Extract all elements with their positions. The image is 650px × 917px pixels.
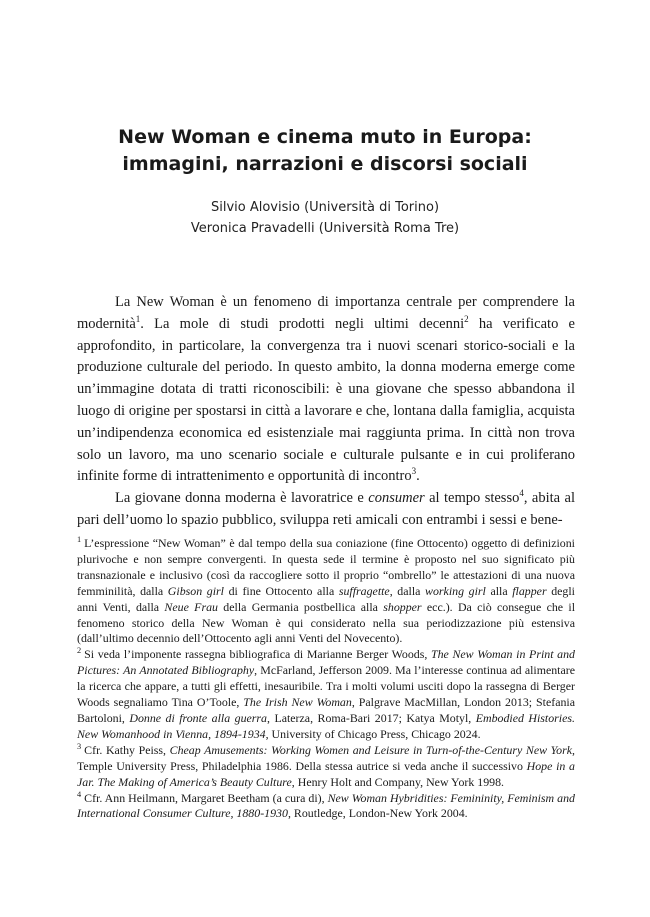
footnote-4-italic-1: New Woman Hybridities: Femininity, Feminism and International Consumer Culture, 1880-1930: [77, 790, 575, 821]
footnote-1: [77, 536, 575, 647]
paragraph-1-text-b: . La mole di studi prodotti negli ultimi decenni: [140, 315, 465, 332]
footnote-2-text-1: Si veda l’imponente rassegna bibliografica di Marianne Berger Woods,: [84, 647, 431, 662]
footnotes: [77, 536, 575, 822]
paragraph-2-text-a: La giovane donna moderna è lavoratrice e: [115, 490, 369, 507]
footnote-3-number: 3: [77, 741, 82, 751]
chapter-title-line-2: immagini, narrazioni e discorsi sociali: [122, 153, 528, 175]
author-1: Silvio Alovisio (Università di Torino): [210, 200, 440, 215]
footnote-1-text-5: degli anni Venti, dalla: [77, 583, 575, 614]
paragraph-2: [77, 488, 575, 532]
footnote-4: [77, 791, 575, 823]
paragraph-1: [77, 292, 575, 488]
footnote-1-italic-4: flapper: [512, 583, 547, 598]
footnote-3-text-1: Cfr. Kathy Peiss,: [84, 742, 170, 757]
footnote-1-text-1: L’espressione “New Woman” è dal tempo della sua coniazione (fine Ottocento) oggetto di definizioni plurivoche e non sempre convergenti. In questa sede il termine è proposto nel suo significato più transnazionale e inclusivo (così da raccogliere sotto il proprio “ombrello” le attestazioni di una nuova femminilità, dalla: [77, 536, 575, 598]
footnote-2-text-4: , Laterza, Roma-Bari 2017; Katya Motyl,: [267, 710, 476, 725]
footnote-1-italic-2: suffragette: [338, 583, 390, 598]
footnote-4-text-2: , Routledge, London-New York 2004.: [287, 806, 468, 821]
footnote-3: [77, 743, 575, 791]
footnote-3-italic-1: Cheap Amusements: Working Women and Leisure in Turn-of-the-Century New York: [169, 742, 572, 757]
footnote-3-text-3: , Henry Holt and Company, New York 1998.: [291, 774, 505, 789]
paragraph-1-text-a: La New Woman è un fenomeno di importanza centrale per comprendere la modernità: [77, 294, 575, 332]
footnote-2-text-3: , Palgrave MacMillan, London 2013; Stefania Bartoloni,: [77, 695, 576, 725]
footnote-1-text-6: della Germania postbellica alla: [217, 599, 384, 614]
footnote-1-text-7: ecc.). Da ciò consegue che il fenomeno storico della New Woman è qui considerato nella sua periodizzazione più estensiva (dall’ultimo decennio dell’Ottocento agli anni Venti del Novecento).: [77, 599, 575, 646]
footnote-2-number: 2: [77, 646, 82, 656]
footnote-ref-3[interactable]: 3: [411, 466, 417, 477]
footnote-2-italic-1: The New Woman in Print and Pictures: An Annotated Bibliography: [77, 647, 575, 678]
paragraph-2-text-b: al tempo stesso: [424, 490, 520, 507]
paragraph-1-text-d: .: [416, 468, 420, 485]
footnote-1-text-2: di fine Ottocento alla: [223, 583, 339, 598]
footnote-1-number: 1: [77, 535, 82, 545]
footnote-ref-4[interactable]: 4: [519, 488, 524, 499]
footnote-2-italic-4: Embodied Histories. New Womanhood in Vienna, 1894-1934: [77, 710, 575, 741]
footnote-1-text-4: alla: [485, 583, 513, 598]
footnote-ref-1[interactable]: 1: [135, 313, 141, 324]
footnote-2-text-5: , University of Chicago Press, Chicago 2024.: [265, 726, 481, 741]
body-text: [77, 292, 575, 532]
author-2: Veronica Pravadelli (Università Roma Tre): [190, 221, 460, 236]
footnote-4-text-1: Cfr. Ann Heilmann, Margaret Beetham (a cura di),: [84, 790, 328, 805]
chapter-title-line-1: New Woman e cinema muto in Europa:: [118, 126, 532, 148]
footnote-3-italic-2: Hope in a Jar. The Making of America’s Beauty Culture: [77, 758, 575, 789]
footnote-4-number: 4: [77, 789, 82, 799]
paragraph-2-text-c: , abita al pari dell’uomo lo spazio pubblico, sviluppa reti amicali con entrambi i sessi e bene-: [77, 490, 575, 528]
footnote-1-italic-1: Gibson girl: [167, 583, 224, 598]
footnote-1-text-3: , dalla: [389, 583, 426, 598]
footnote-1-italic-6: shopper: [383, 599, 422, 614]
chapter-title: [60, 124, 590, 178]
paragraph-2-italic-term: consumer: [368, 490, 425, 507]
footnote-3-text-2: , Temple University Press, Philadelphia 1986. Della stessa autrice si veda anche il successivo: [77, 742, 575, 773]
footnote-2-italic-2: The Irish New Woman: [243, 695, 352, 710]
footnote-2-italic-3: Donne di fronte alla guerra: [129, 710, 267, 725]
footnote-ref-2[interactable]: 2: [464, 313, 469, 324]
paragraph-1-text-c: ha verificato e approfondito, in particolare, la convergenza tra i nuovi scenari storico-sociali e la produzione culturale del periodo. In questo ambito, la donna moderna emerge come un’immagine dotata di tratti riconoscibili: è una giovane che spesso abbandona il luogo di origine per spostarsi in città a lavorare e che, lontana dalla famiglia, acquista un’indipendenza economica ed esistenziale mai raggiunta prima. In città non trova solo un lavoro, ma uno scenario sociale e culturale pulsante e in cui proliferano infinite forme di intrattenimento e opportunità di incontro: [77, 315, 575, 485]
author-list: [60, 197, 590, 239]
footnote-2: [77, 647, 575, 742]
footnote-1-italic-3: working girl: [425, 583, 486, 598]
footnote-1-italic-5: Neue Frau: [164, 599, 218, 614]
footnote-2-text-2: , McFarland, Jefferson 2009. Ma l’interesse continua ad alimentare la ricerca che appare, a tutti gli effetti, inesauribile. Tra i molti volumi usciti dopo la rassegna di Berger Woods segnaliamo Tina O’Toole,: [77, 663, 575, 710]
